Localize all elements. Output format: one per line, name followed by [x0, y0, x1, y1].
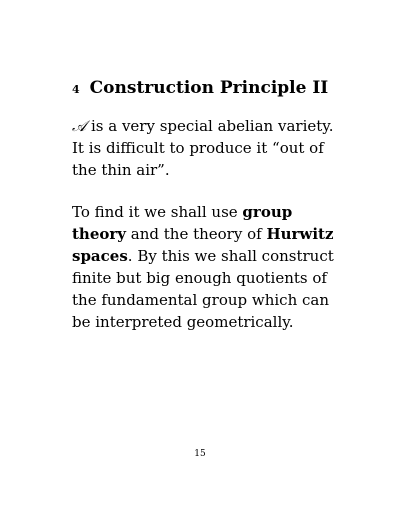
group-theory-emphasis: group theory [72, 203, 293, 243]
section-heading [72, 76, 372, 102]
section-number: 4 [72, 83, 80, 96]
paragraph-group-theory [72, 201, 347, 333]
paragraph-2-text-1: To find it we shall use [72, 203, 243, 221]
page-number: 15 [194, 449, 206, 459]
abelian-variety-symbol: 𝒜 [72, 117, 87, 135]
paragraph-abelian-variety [72, 115, 347, 181]
hurwitz-spaces-emphasis: Hurwitz spaces [72, 225, 334, 265]
paragraph-1-text: is a very special abelian variety. It is difficult to produce it “out of the thin air”. [72, 117, 334, 179]
paragraph-2-text-3: . By this we shall construct finite but big enough quotients of the fundamental group which can be interpreted geometrically. [72, 247, 334, 331]
section-title: Construction Principle II [89, 78, 329, 98]
paragraph-2-text-2: and the theory of [126, 225, 267, 243]
